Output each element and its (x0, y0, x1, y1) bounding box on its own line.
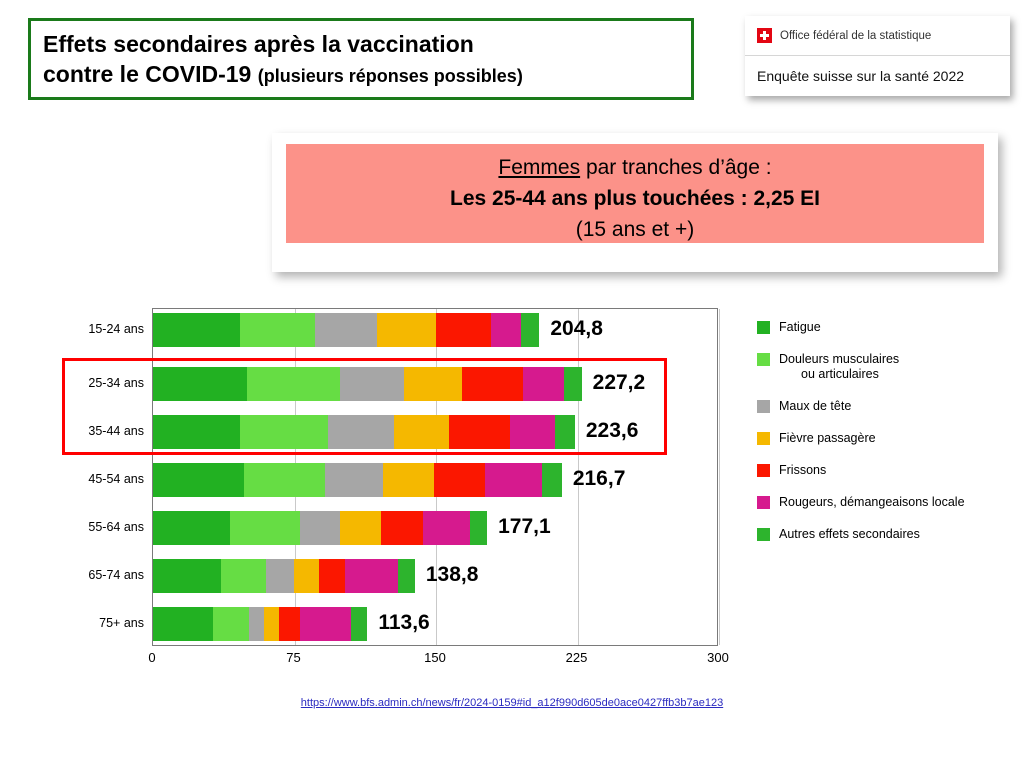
swiss-flag-icon (757, 28, 772, 43)
bar-segment (221, 559, 266, 593)
bar-segment (398, 559, 415, 593)
bfs-office-row (745, 16, 1010, 56)
bar-segment (294, 559, 319, 593)
bar-segment (394, 415, 449, 449)
bar-segment (153, 415, 240, 449)
legend-item-label: Maux de tête (779, 399, 852, 413)
bar-segment (523, 367, 565, 401)
callout-line-2: Les 25-44 ans plus touchées : 2,25 EI (450, 187, 820, 210)
bar-segment (153, 511, 230, 545)
bar-segment (240, 313, 315, 347)
legend-item-label: Douleurs musculaires ou articulaires (779, 352, 900, 381)
bar-stack (153, 511, 487, 545)
bar-segment (521, 313, 539, 347)
title-line-2 (43, 59, 681, 91)
legend-swatch-icon (757, 400, 770, 413)
bar-segment (485, 463, 542, 497)
legend-item-label: Rougeurs, démangeaisons locale (779, 495, 965, 509)
bar-segment (279, 607, 300, 641)
legend-swatch-icon (757, 353, 770, 366)
bar-segment (381, 511, 423, 545)
callout-line-1-underlined: Femmes (498, 156, 581, 179)
bar-segment (247, 367, 339, 401)
chart-legend (757, 320, 1015, 559)
bar-total-label: 204,8 (550, 317, 603, 340)
title-line-2-text: contre le COVID-19 (43, 61, 258, 87)
x-axis-tick-label: 75 (286, 650, 301, 665)
bar-segment (462, 367, 522, 401)
y-axis-category-label: 25-34 ans (88, 376, 144, 390)
bar-segment (244, 463, 325, 497)
x-axis-tick-label: 150 (424, 650, 446, 665)
source-link[interactable]: https://www.bfs.admin.ch/news/fr/2024-0159#id_a12f990d605de0ace0427ffb3b7ae123 (300, 697, 724, 709)
callout-line-3: (15 ans et +) (575, 218, 695, 241)
legend-item[interactable] (757, 527, 1015, 542)
bar-segment (319, 559, 345, 593)
legend-swatch-icon (757, 496, 770, 509)
x-axis-tick-label: 0 (148, 650, 156, 665)
callout-line-1 (286, 152, 984, 183)
bar-segment (266, 559, 294, 593)
legend-item[interactable] (757, 431, 1015, 446)
bar-segment (542, 463, 562, 497)
legend-item-label: Fièvre passagère (779, 431, 876, 445)
bar-segment (449, 415, 509, 449)
bar-segment (325, 463, 383, 497)
bar-segment (510, 415, 555, 449)
bar-segment (153, 367, 247, 401)
bar-segment (470, 511, 487, 545)
legend-swatch-icon (757, 432, 770, 445)
bar-segment (555, 415, 575, 449)
bar-segment (434, 463, 485, 497)
bfs-badge (745, 16, 1010, 96)
x-axis-tick-label: 300 (707, 650, 729, 665)
bar-total-label: 177,1 (498, 515, 551, 538)
bar-segment (230, 511, 300, 545)
bar-segment (213, 607, 249, 641)
bar-segment (153, 463, 244, 497)
y-axis-category-label: 15-24 ans (88, 322, 144, 336)
legend-swatch-icon (757, 528, 770, 541)
bar-stack (153, 607, 367, 641)
bar-segment (300, 607, 351, 641)
bfs-office-label: Office fédéral de la statistique (780, 29, 932, 42)
legend-item[interactable] (757, 463, 1015, 478)
bar-segment (491, 313, 521, 347)
bar-segment (153, 313, 240, 347)
bar-stack (153, 313, 539, 347)
bar-segment (300, 511, 340, 545)
bar-segment (328, 415, 394, 449)
bar-segment (345, 559, 398, 593)
bar-total-label: 138,8 (425, 563, 479, 586)
bar-segment (351, 607, 367, 641)
bar-stack (153, 559, 415, 593)
bar-segment (377, 313, 435, 347)
bar-total-label: 223,6 (585, 419, 639, 442)
bar-segment (383, 463, 434, 497)
y-axis-category-label: 45-54 ans (88, 472, 144, 486)
legend-swatch-icon (757, 321, 770, 334)
legend-item-label: Fatigue (779, 320, 821, 334)
chart-plot-area (152, 308, 718, 646)
bfs-survey-label: Enquête suisse sur la santé 2022 (757, 68, 965, 84)
y-axis-category-label: 75+ ans (99, 616, 144, 630)
bar-stack (153, 463, 562, 497)
bar-total-label: 227,2 (592, 371, 646, 394)
legend-item[interactable] (757, 495, 1015, 510)
slide-title-box (28, 18, 694, 100)
y-axis-category-label: 35-44 ans (88, 424, 144, 438)
legend-item-label: Autres effets secondaires (779, 527, 920, 541)
bar-segment (340, 367, 404, 401)
legend-item[interactable] (757, 399, 1015, 414)
x-axis-tick-label: 225 (565, 650, 588, 665)
callout-line-1-rest: par tranches d’âge : (580, 156, 772, 179)
title-subtitle: (plusieurs réponses possibles) (257, 66, 523, 86)
bar-segment (153, 607, 213, 641)
bar-segment (340, 511, 382, 545)
legend-item-label: Frissons (779, 463, 827, 477)
bar-segment (564, 367, 581, 401)
bar-segment (436, 313, 491, 347)
legend-swatch-icon (757, 464, 770, 477)
y-axis-category-label: 55-64 ans (88, 520, 144, 534)
bar-segment (404, 367, 462, 401)
bar-segment (264, 607, 279, 641)
y-axis-category-label: 65-74 ans (88, 568, 144, 582)
title-line-1: Effets secondaires après la vaccination (43, 31, 474, 57)
bar-total-label: 216,7 (572, 467, 626, 490)
callout-banner (286, 144, 984, 243)
legend-item[interactable] (757, 352, 1015, 382)
legend-item[interactable] (757, 320, 1015, 335)
bar-segment (423, 511, 470, 545)
bar-segment (240, 415, 329, 449)
bar-segment (315, 313, 377, 347)
bar-segment (153, 559, 221, 593)
bar-segment (249, 607, 264, 641)
bar-stack (153, 367, 582, 401)
bar-total-label: 113,6 (378, 611, 430, 634)
bar-stack (153, 415, 575, 449)
gridline (719, 309, 720, 645)
